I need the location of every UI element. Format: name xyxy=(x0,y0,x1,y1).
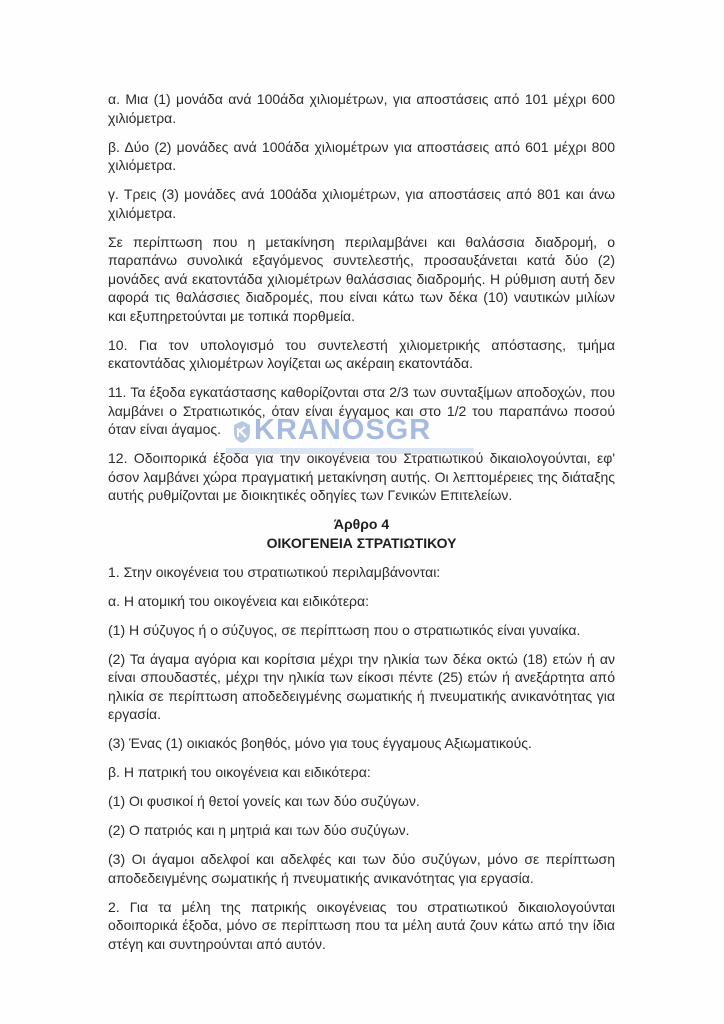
paragraph-11: 11. Τα έξοδα εγκατάστασης καθορίζονται στα 2/3 των συνταξίμων αποδοχών, που λαμβάνει ο Στρατιωτικός, όταν είναι έγγαμος και στο 1/2 του παραπάνω ποσού όταν είναι άγαμος. xyxy=(108,384,615,437)
siblings-item: (3) Οι άγαμοι αδελφοί και αδελφές και των δύο συζύγων, μόνο σε περίπτωση αποδεδειγμένης σωματικής ή πνευματικής ανικανότητας για εργασία. xyxy=(108,851,615,886)
step-parents-item: (2) Ο πατριός και η μητριά και των δύο συζύγων. xyxy=(108,822,410,838)
watermark-text: KRANOSGR xyxy=(254,414,432,446)
personal-family: α. Η ατομική του οικογένεια και ειδικότερα: xyxy=(108,592,370,609)
clause-b: β. Δύο (2) μονάδες ανά 100άδα χιλιομέτρων για αποστάσεις από 601 μέχρι 800 χιλιόμετρα. xyxy=(108,138,615,173)
travel-expenses-paragraph: 2. Για τα μέλη της πατρικής οικογένειας του στρατιωτικού δικαιολογούνται οδοιπορικά έξοδα, μόνο σε περίπτωση που τα μέλη αυτά ζουν κάτω από την ίδια στέγη και συντηρούνται από αυτόν. xyxy=(108,898,615,952)
article-title: ΟΙΚΟΓΕΝΕΙΑ ΣΤΡΑΤΙΩΤΙΚΟΥ xyxy=(266,534,457,551)
article-number: Άρθρο 4 xyxy=(333,516,390,532)
paternal-family: β. Η πατρική του οικογένεια και ειδικότερα: xyxy=(108,764,371,780)
paragraph-10: 10. Για τον υπολογισμό του συντελεστή χιλιομετρικής απόστασης, τμήμα εκατοντάδας χιλιομέτρων λογίζεται ως ακέραιη εκατοντάδα. xyxy=(108,336,615,371)
spouse-item: (1) Η σύζυγος ή ο σύζυγος, σε περίπτωση που ο στρατιωτικός είναι γυναίκα. xyxy=(108,621,581,638)
clause-a: α. Μια (1) μονάδα ανά 100άδα χιλιομέτρων, για αποστάσεις από 101 μέχρι 600 χιλιόμετρα. xyxy=(108,91,615,126)
document-body xyxy=(108,90,615,964)
children-item: (2) Τα άγαμα αγόρια και κορίτσια μέχρι την ηλικία των δέκα οκτώ (18) ετών ή αν είναι σπουδαστές, μέχρι την ηλικία των είκοσι πέντε (25) ετών ή ανεξάρτητα από ηλικία σε περίπτωση αποδεδειγμένης σωματικής ή πνευματικής ανικανότητας για εργασία. xyxy=(108,650,615,722)
parents-item: (1) Οι φυσικοί ή θετοί γονείς και των δύο συζύγων. xyxy=(108,793,420,809)
family-intro: 1. Στην οικογένεια του στρατιωτικού περιλαμβάνονται: xyxy=(108,563,441,580)
domestic-helper-item: (3) Ένας (1) οικιακός βοηθός, μόνο για τους έγγαμους Αξιωματικούς. xyxy=(108,735,532,751)
paragraph-12: 12. Οδοιπορικά έξοδα για την οικογένεια του Στρατιωτικού δικαιολογούνται, εφ' όσον λαμβάνει χώρα πραγματική μετακίνηση αυτής. Οι λεπτομέρειες της διάταξης αυτής ρυθμίζονται με διοικητικές οδηγίες των Γενικών Επιτελείων. xyxy=(108,450,615,503)
article-heading xyxy=(108,515,615,552)
clause-c: γ. Τρεις (3) μονάδες ανά 100άδα χιλιομέτρων, για αποστάσεις από 801 και άνω χιλιόμετρα. xyxy=(108,186,615,221)
sea-route-paragraph: Σε περίπτωση που η μετακίνηση περιλαμβάνει και θαλάσσια διαδρομή, ο παραπάνω συνολικά εξαγόμενος συντελεστής, προσαυξάνεται κατά δύο (2) μονάδες ανά εκατοντάδα χιλιομέτρων θαλάσσιας διαδρομής. Η ρύθμιση αυτή δεν αφορά τις θαλάσσιες διαδρομές, που είναι κάτω των δέκα (10) ναυτικών μιλίων και εξυπηρετούνται με τοπικά πορθμεία. xyxy=(108,233,615,324)
